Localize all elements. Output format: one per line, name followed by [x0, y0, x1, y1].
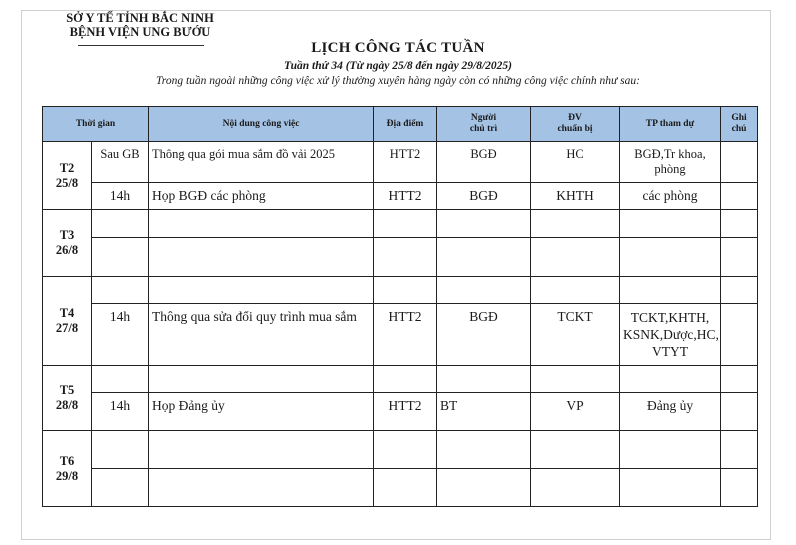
notes-cell: [721, 238, 758, 277]
prep-cell: VP: [531, 393, 620, 431]
host-cell: [437, 210, 531, 238]
notes-cell: [721, 304, 758, 366]
time-cell: [92, 431, 149, 469]
time-cell: [92, 238, 149, 277]
header-attendees: TP tham dự: [620, 107, 721, 142]
day-cell: T3 26/8: [43, 210, 92, 277]
location-cell: [374, 238, 437, 277]
content-cell: Họp Đảng ủy: [149, 393, 374, 431]
host-cell: [437, 469, 531, 507]
table-row: [43, 238, 758, 277]
organization-header: [55, 11, 225, 39]
header-host: Người chủ trì: [437, 107, 531, 142]
table-row: [43, 183, 758, 210]
day-cell: T2 25/8: [43, 142, 92, 210]
location-cell: [374, 366, 437, 393]
table-row: [43, 142, 758, 183]
content-cell: [149, 469, 374, 507]
time-cell: [92, 469, 149, 507]
schedule-table: [42, 106, 758, 507]
day-cell: T4 27/8: [43, 277, 92, 366]
host-cell: [437, 366, 531, 393]
prep-cell: [531, 238, 620, 277]
week-subtitle: Tuần thứ 34 (Từ ngày 25/8 đến ngày 29/8/2025): [283, 60, 513, 72]
prep-cell: HC: [531, 142, 620, 183]
content-cell: [149, 366, 374, 393]
content-cell: [149, 210, 374, 238]
location-cell: [374, 431, 437, 469]
table-row: [43, 366, 758, 393]
notes-cell: [721, 277, 758, 304]
notes-cell: [721, 393, 758, 431]
attendees-cell: các phòng: [620, 183, 721, 210]
header-prep-unit: ĐV chuẩn bị: [531, 107, 620, 142]
prep-cell: [531, 366, 620, 393]
content-cell: Thông qua gói mua sắm đồ vải 2025: [149, 142, 374, 183]
host-cell: BGĐ: [437, 142, 531, 183]
attendees-cell: [620, 366, 721, 393]
location-cell: HTT2: [374, 183, 437, 210]
prep-cell: [531, 277, 620, 304]
content-cell: Họp BGĐ các phòng: [149, 183, 374, 210]
attendees-cell: TCKT,KHTH, KSNK,Dược,HC, VTYT: [620, 304, 721, 366]
table-header-row: [43, 107, 758, 142]
host-cell: [437, 238, 531, 277]
header-location: Địa điểm: [374, 107, 437, 142]
time-cell: Sau GB: [92, 142, 149, 183]
notes-cell: [721, 210, 758, 238]
time-cell: 14h: [92, 304, 149, 366]
location-cell: HTT2: [374, 393, 437, 431]
location-cell: [374, 469, 437, 507]
header-content: Nội dung công việc: [149, 107, 374, 142]
day-cell: T5 28/8: [43, 366, 92, 431]
notes-cell: [721, 469, 758, 507]
attendees-cell: Đảng ủy: [620, 393, 721, 431]
prep-cell: [531, 210, 620, 238]
attendees-cell: [620, 431, 721, 469]
time-cell: [92, 277, 149, 304]
content-cell: Thông qua sửa đổi quy trình mua sắm: [149, 304, 374, 366]
prep-cell: [531, 431, 620, 469]
table-row: [43, 304, 758, 366]
table-row: [43, 469, 758, 507]
location-cell: [374, 210, 437, 238]
notes-cell: [721, 183, 758, 210]
content-cell: [149, 277, 374, 304]
host-cell: [437, 431, 531, 469]
attendees-cell: [620, 469, 721, 507]
notes-cell: [721, 366, 758, 393]
host-cell: BT: [437, 393, 531, 431]
attendees-cell: [620, 210, 721, 238]
location-cell: [374, 277, 437, 304]
table-row: [43, 210, 758, 238]
content-cell: [149, 238, 374, 277]
location-cell: HTT2: [374, 304, 437, 366]
attendees-cell: [620, 238, 721, 277]
time-cell: [92, 366, 149, 393]
prep-cell: KHTH: [531, 183, 620, 210]
page-title: LỊCH CÔNG TÁC TUẦN: [311, 40, 485, 56]
header-time: Thời gian: [43, 107, 149, 142]
table-row: [43, 277, 758, 304]
prep-cell: [531, 469, 620, 507]
attendees-cell: BGĐ,Tr khoa, phòng: [620, 142, 721, 183]
attendees-cell: [620, 277, 721, 304]
notes-cell: [721, 142, 758, 183]
org-hospital: BỆNH VIỆN UNG BƯỚU: [69, 25, 211, 39]
content-cell: [149, 431, 374, 469]
time-cell: 14h: [92, 393, 149, 431]
host-cell: BGĐ: [437, 304, 531, 366]
org-department: SỞ Y TẾ TỈNH BẮC NINH: [66, 11, 214, 25]
day-cell: T6 29/8: [43, 431, 92, 507]
host-cell: BGĐ: [437, 183, 531, 210]
prep-cell: TCKT: [531, 304, 620, 366]
intro-note: Trong tuần ngoài những công việc xử lý thường xuyên hàng ngày còn có những công việc chính như sau:: [156, 75, 640, 87]
time-cell: 14h: [92, 183, 149, 210]
table-row: [43, 393, 758, 431]
location-cell: HTT2: [374, 142, 437, 183]
header-notes: Ghi chú: [721, 107, 758, 142]
host-cell: [437, 277, 531, 304]
notes-cell: [721, 431, 758, 469]
time-cell: [92, 210, 149, 238]
table-row: [43, 431, 758, 469]
